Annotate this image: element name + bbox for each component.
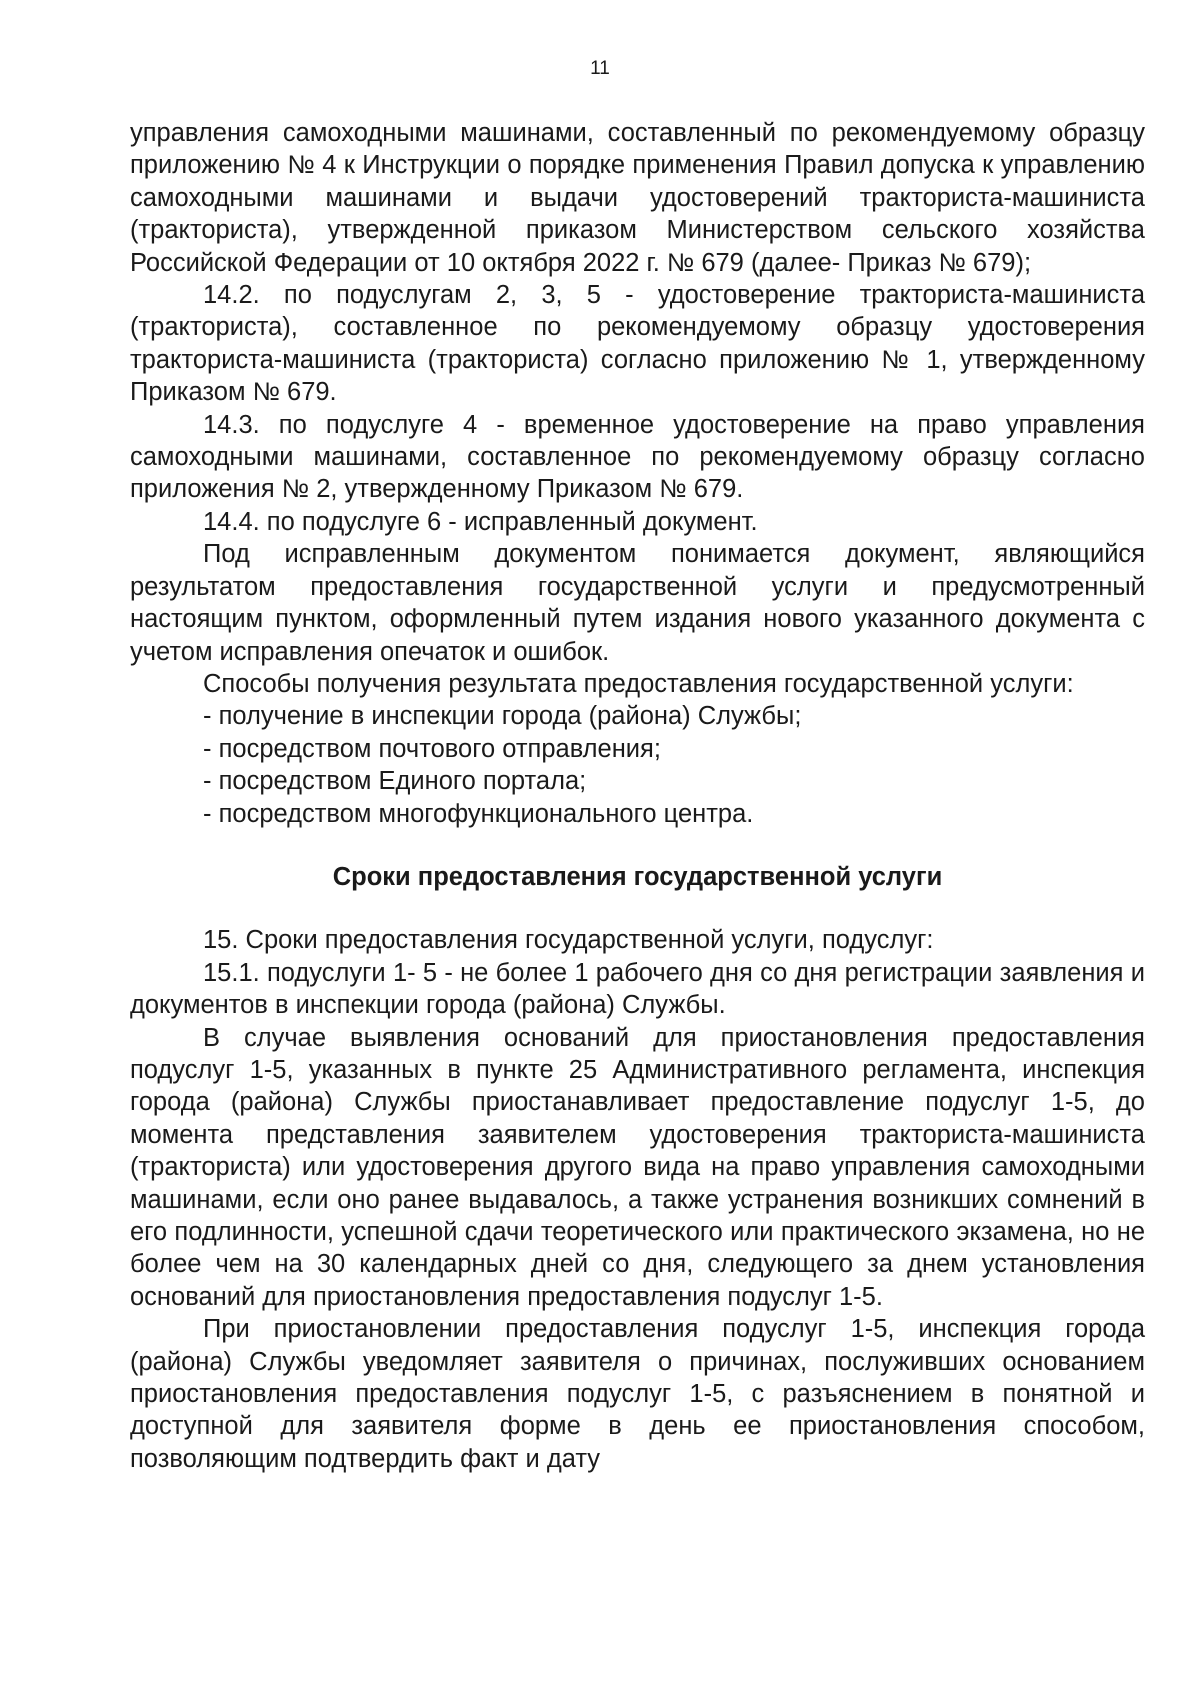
list-item: - посредством многофункционального центра. [203, 799, 754, 828]
document-body [130, 117, 1145, 1475]
paragraph-result-methods: Способы получения результата предоставления государственной услуги: [203, 669, 1074, 698]
list-item: - посредством почтового отправления; [203, 734, 661, 763]
paragraph-15-1: 15.1. подуслуги 1- 5 - не более 1 рабочего дня со дня регистрации заявления и документов в инспекции города (района) Службы. [130, 958, 1145, 1020]
paragraph-corrected-document: Под исправленным документом понимается документ, являющийся результатом предоставления государственной услуги и предусмотренный настоящим пунктом, оформленный путем издания нового указанного документа с учетом исправления опечаток и ошибок. [130, 540, 1145, 666]
paragraph-suspension-grounds: В случае выявления оснований для приостановления предоставления подуслуг 1-5, указанных в пункте 25 Административного регламента, инспекция города (района) Службы приостанавливает предоставление подуслуг 1-5, до момента представления заявителем удостоверения тракториста-машиниста (тракториста) или удостоверения другого вида на право управления самоходными машинами, если оно ранее выдавалось, а также устранения возникших сомнений в его подлинности, успешной сдачи теоретического или практического экзамена, но не более чем на 30 календарных дней со дня, следующего за днем установления оснований для приостановления предоставления подуслуг 1-5. [130, 1023, 1145, 1311]
list-item: - посредством Единого портала; [203, 767, 587, 796]
paragraph-continuation: управления самоходными машинами, составленный по рекомендуемому образцу приложению № 4 к Инструкции о порядке применения Правил допуска к управлению самоходными машинами и выдачи удостоверений тракториста-машиниста (тракториста), утвержденной приказом Министерством сельского хозяйства Российской Федерации от 10 октября 2022 г. № 679 (далее- Приказ № 679); [130, 119, 1145, 277]
paragraph-14-4: 14.4. по подуслуге 6 - исправленный документ. [203, 507, 758, 536]
paragraph-suspension-notice: При приостановлении предоставления подуслуг 1-5, инспекция города (района) Службы уведомляет заявителя о причинах, послуживших основанием приостановления предоставления подуслуг 1-5, с разъяснением в понятной и доступной для заявителя форме в день ее приостановления способом, позволяющим подтвердить факт и дату [130, 1315, 1145, 1473]
page-number: 11 [590, 58, 610, 79]
section-heading: Сроки предоставления государственной услуги [332, 862, 943, 891]
paragraph-15: 15. Сроки предоставления государственной услуги, подуслуг: [203, 926, 934, 955]
paragraph-14-3: 14.3. по подуслуге 4 - временное удостоверение на право управления самоходными машинами, составленное по рекомендуемому образцу согласно приложения № 2, утвержденному Приказом № 679. [130, 410, 1145, 504]
paragraph-14-2: 14.2. по подуслугам 2, 3, 5 - удостоверение тракториста-машиниста (тракториста), составленное по рекомендуемому образцу удостоверения тракториста-машиниста (тракториста) согласно приложению № 1, утвержденному Приказом № 679. [130, 281, 1145, 407]
list-item: - получение в инспекции города (района) Службы; [203, 702, 802, 731]
